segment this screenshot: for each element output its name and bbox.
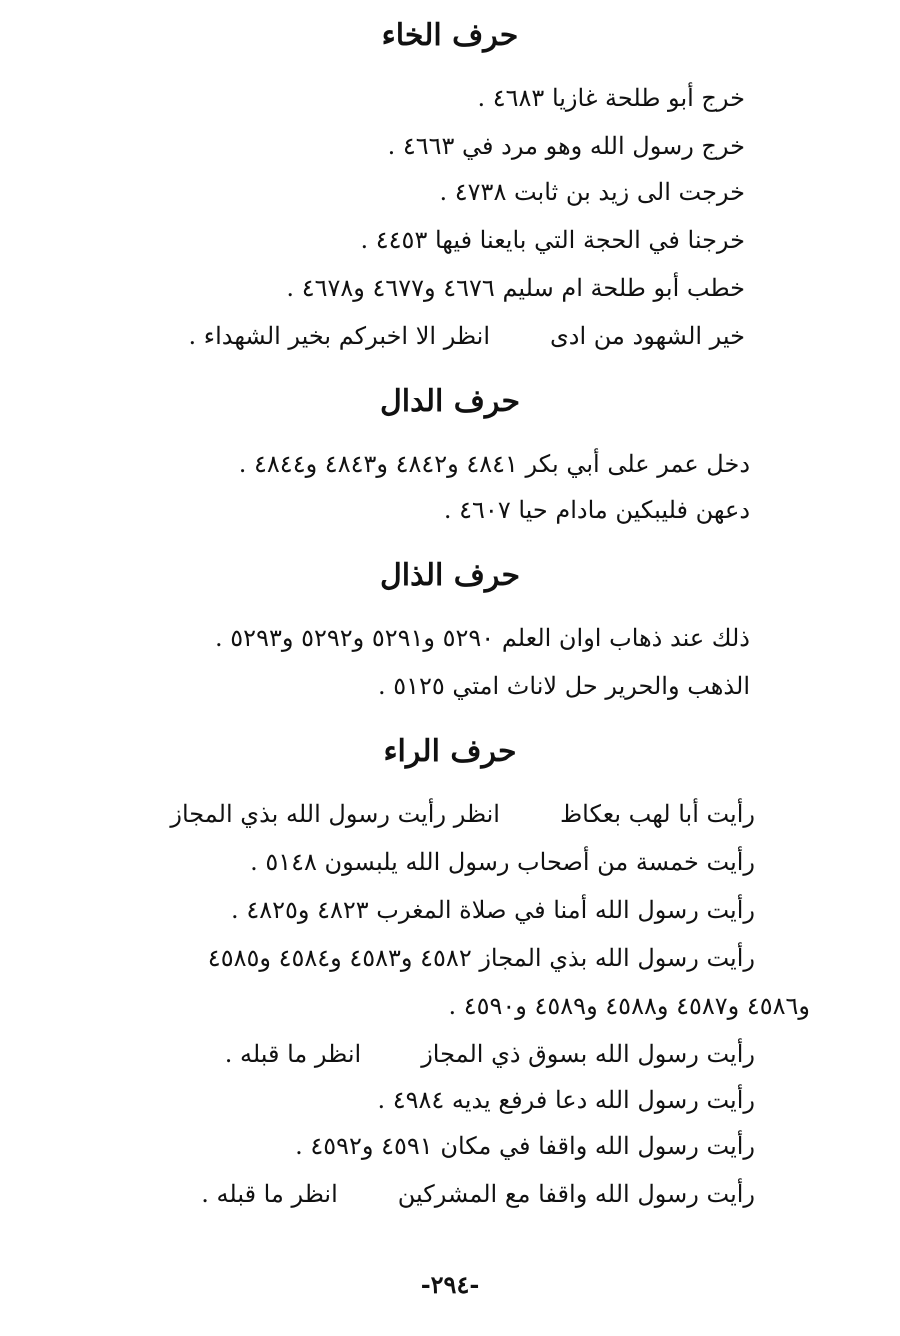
entry-line: ذلك عند ذهاب اوان العلم ٥٢٩٠ و٥٢٩١ و٥٢٩٢ و٥٢٩٣ . [215, 624, 750, 652]
entry-line: خرجت الى زيد بن ثابت ٤٧٣٨ . [439, 178, 745, 206]
entry-line: رأيت رسول الله بذي المجاز ٤٥٨٢ و٤٥٨٣ و٤٥٨٤ و٤٥٨٥ [207, 944, 755, 972]
section-title-dal: حرف الدال [380, 384, 520, 419]
entry-line: خطب أبو طلحة ام سليم ٤٦٧٦ و٤٦٧٧ و٤٦٧٨ . [286, 274, 745, 302]
entry-line: رأيت رسول الله بسوق ذي المجازانظر ما قبله . [224, 1040, 755, 1068]
entry-line: خرج رسول الله وهو مرد في ٤٦٦٣ . [387, 132, 745, 160]
entry-line: رأيت رسول الله دعا فرفع يديه ٤٩٨٤ . [377, 1086, 755, 1114]
entry-line: خرج أبو طلحة غازيا ٤٦٨٣ . [477, 84, 745, 112]
section-title-ra: حرف الراء [383, 734, 517, 769]
entry-line: رأيت خمسة من أصحاب رسول الله يلبسون ٥١٤٨ . [250, 848, 755, 876]
entry-line: رأيت رسول الله واقفا في مكان ٤٥٩١ و٤٥٩٢ . [295, 1132, 755, 1160]
cross-reference: انظر الا اخبركم بخير الشهداء . [188, 322, 490, 350]
entry-line: دخل عمر على أبي بكر ٤٨٤١ و٤٨٤٢ و٤٨٤٣ و٤٨٤٤ . [238, 450, 750, 478]
cross-reference: انظر رأيت رسول الله بذي المجاز [170, 800, 500, 828]
cross-reference: انظر ما قبله . [201, 1180, 338, 1208]
entry-line-continuation: و٤٥٨٦ و٤٥٨٧ و٤٥٨٨ و٤٥٨٩ و٤٥٩٠ . [448, 992, 810, 1020]
cross-reference: انظر ما قبله . [224, 1040, 362, 1068]
page-number: -٢٩٤- [420, 1270, 480, 1299]
section-title-dhal: حرف الذال [380, 558, 520, 593]
entry-line: دعهن فليبكين مادام حيا ٤٦٠٧ . [443, 496, 750, 524]
entry-line: رأيت رسول الله واقفا مع المشركينانظر ما قبله . [201, 1180, 755, 1208]
entry-line: الذهب والحرير حل لاناث امتي ٥١٢٥ . [377, 672, 750, 700]
entry-line: رأيت رسول الله أمنا في صلاة المغرب ٤٨٢٣ و٤٨٢٥ . [231, 896, 755, 924]
entry-line: خير الشهود من ادىانظر الا اخبركم بخير الشهداء . [188, 322, 745, 350]
entry-line: خرجنا في الحجة التي بايعنا فيها ٤٤٥٣ . [360, 226, 745, 254]
section-title-kha: حرف الخاء [381, 18, 519, 53]
entry-line: رأيت أبا لهب بعكاظانظر رأيت رسول الله بذي المجاز [170, 800, 755, 828]
